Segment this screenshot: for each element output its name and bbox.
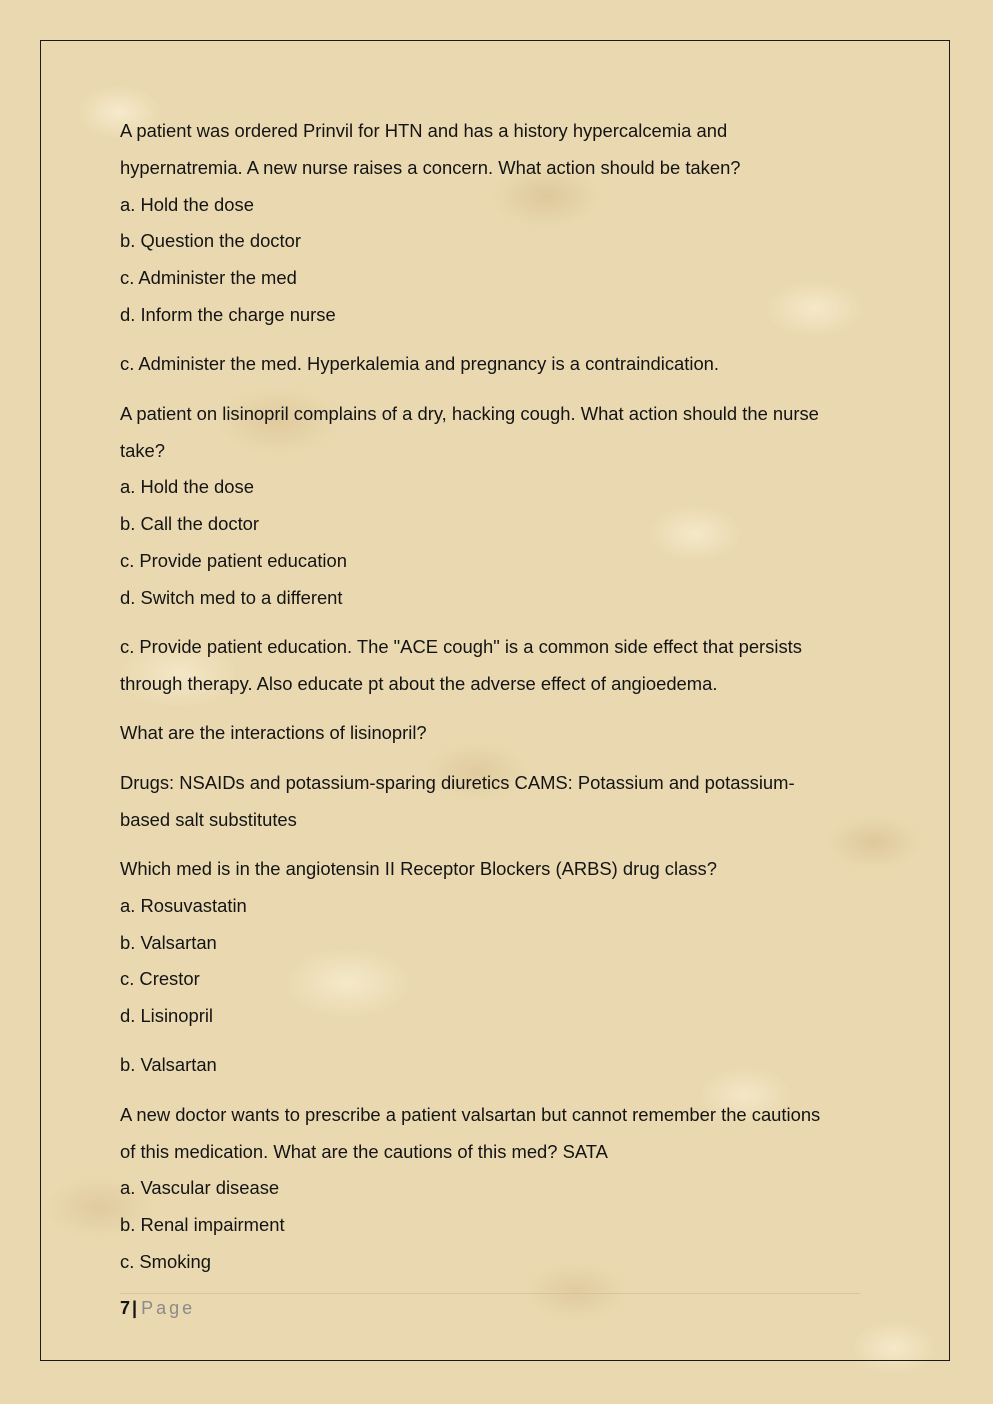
text-block	[120, 765, 870, 839]
text-block	[120, 346, 870, 383]
document-body	[120, 113, 870, 1281]
text-line: Drugs: NSAIDs and potassium-sparing diuretics CAMS: Potassium and potassium-	[120, 771, 795, 793]
paragraph-gap	[120, 383, 870, 396]
text-line: b. Question the doctor	[120, 230, 301, 252]
page-number: 7	[120, 1298, 131, 1318]
text-line: Which med is in the angiotensin II Receptor Blockers (ARBS) drug class?	[120, 857, 717, 879]
text-line: b. Valsartan	[120, 931, 217, 953]
text-block	[120, 629, 870, 703]
text-line: What are the interactions of lisinopril?	[120, 722, 427, 744]
paragraph-gap	[120, 1035, 870, 1048]
paragraph-gap	[120, 838, 870, 851]
text-line: d. Lisinopril	[120, 1005, 214, 1027]
text-block	[120, 396, 870, 617]
paragraph-gap	[120, 703, 870, 716]
text-line: A new doctor wants to prescribe a patient valsartan but cannot remember the cautions	[120, 1103, 821, 1125]
text-line: a. Hold the dose	[120, 193, 254, 215]
text-line: a. Rosuvastatin	[120, 894, 247, 916]
text-line: of this medication. What are the cautions of this med? SATA	[120, 1140, 608, 1162]
text-line: d. Inform the charge nurse	[120, 303, 336, 325]
text-block	[120, 715, 870, 752]
page-footer	[120, 1293, 860, 1319]
text-line: A patient on lisinopril complains of a dry, hacking cough. What action should the nurse	[120, 402, 819, 424]
text-line: through therapy. Also educate pt about the adverse effect of angioedema.	[120, 672, 718, 694]
text-line: c. Provide patient education. The "ACE cough" is a common side effect that persists	[120, 636, 802, 658]
text-line: b. Valsartan	[120, 1054, 217, 1076]
text-line: c. Smoking	[120, 1251, 211, 1273]
text-line: c. Administer the med. Hyperkalemia and pregnancy is a contraindication.	[120, 353, 720, 375]
text-line: hypernatremia. A new nurse raises a concern. What action should be taken?	[120, 156, 741, 178]
text-block	[120, 113, 870, 334]
text-block	[120, 1047, 870, 1084]
text-line: c. Crestor	[120, 968, 200, 990]
paragraph-gap	[120, 752, 870, 765]
paragraph-gap	[120, 334, 870, 347]
text-block	[120, 1097, 870, 1281]
text-line: a. Vascular disease	[120, 1177, 280, 1199]
page-label: Page	[141, 1298, 196, 1318]
footer-separator: |	[132, 1298, 138, 1318]
text-line: c. Provide patient education	[120, 549, 347, 571]
text-line: b. Call the doctor	[120, 513, 260, 535]
paragraph-gap	[120, 617, 870, 630]
text-line: b. Renal impairment	[120, 1214, 285, 1236]
text-block	[120, 851, 870, 1035]
text-line: take?	[120, 439, 165, 461]
text-line: based salt substitutes	[120, 808, 297, 830]
paragraph-gap	[120, 1084, 870, 1097]
text-line: d. Switch med to a different	[120, 586, 343, 608]
text-line: A patient was ordered Prinvil for HTN and has a history hypercalcemia and	[120, 120, 728, 141]
text-line: a. Hold the dose	[120, 476, 254, 498]
text-line: c. Administer the med	[120, 267, 297, 289]
